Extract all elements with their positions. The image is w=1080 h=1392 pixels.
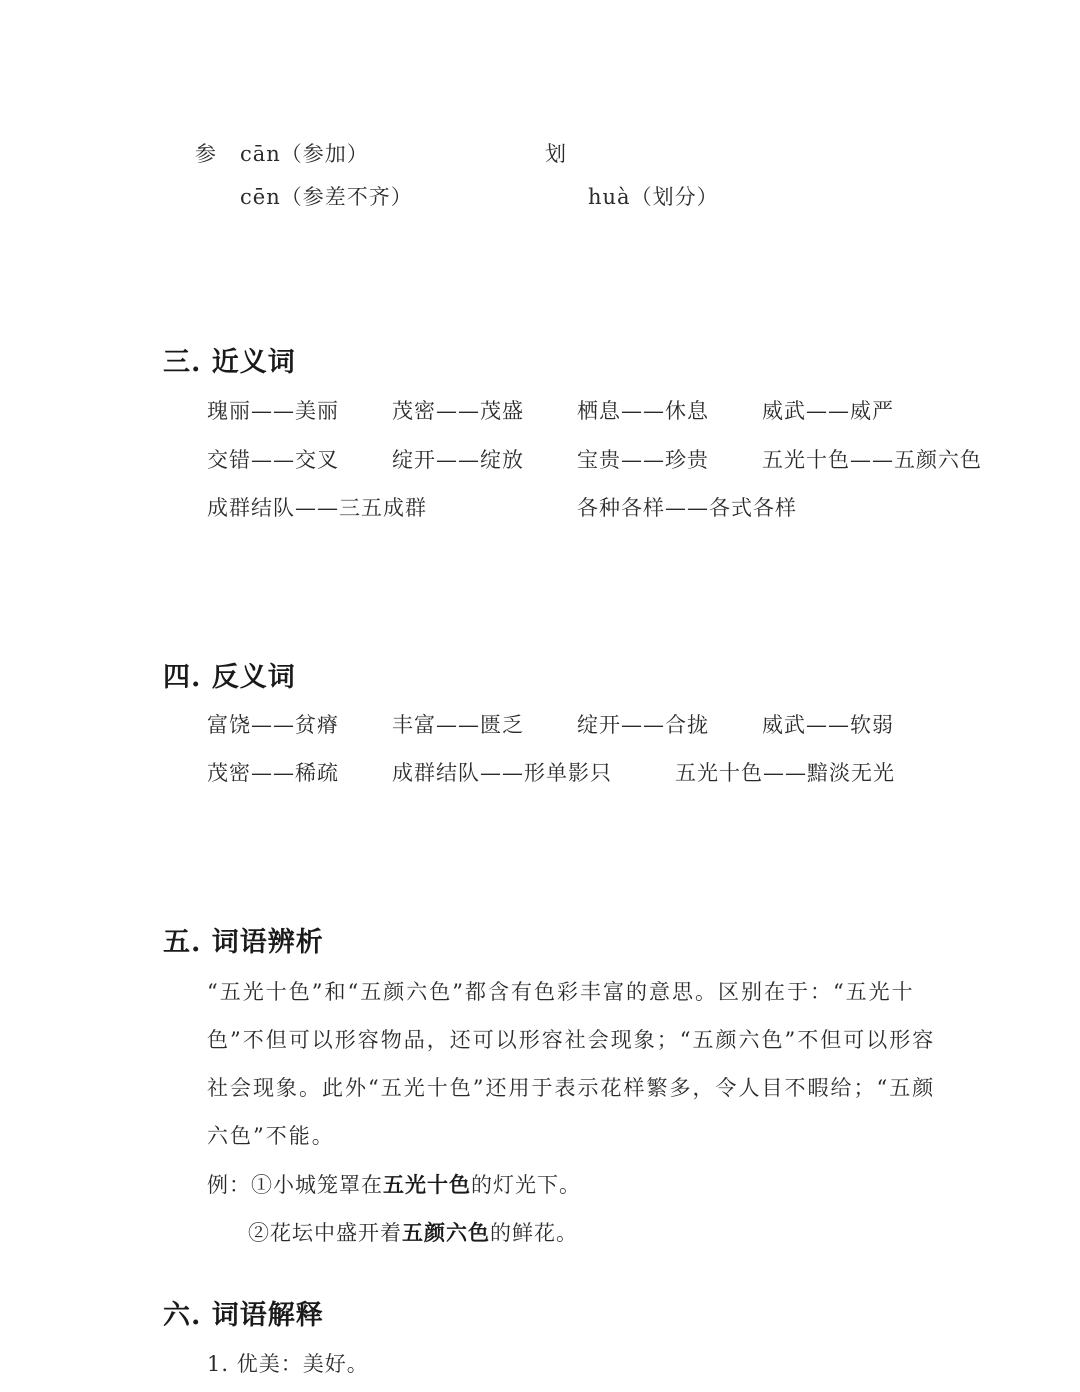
synonym-pair: 栖息——休息 [577, 399, 709, 423]
example-2-prefix: ②花坛中盛开着 [248, 1221, 402, 1245]
antonym-pair: 茂密——稀疏 [207, 761, 339, 785]
paragraph-line: 色”不但可以形容物品，还可以形容社会现象；“五颜六色”不但可以形容 [207, 1028, 936, 1052]
char-hua: 划 [545, 142, 567, 166]
example-2 [248, 1217, 578, 1247]
explanation-item: 1. 优美：美好。 [207, 1352, 369, 1376]
section-title-discrimination: 五. 词语辨析 [163, 927, 324, 958]
section-title-synonyms: 三. 近义词 [163, 347, 296, 378]
synonym-pair: 成群结队——三五成群 [207, 496, 427, 520]
char-can: 参 [195, 142, 217, 166]
example-1-suffix: 的灯光下。 [471, 1173, 581, 1197]
synonym-pair: 瑰丽——美丽 [207, 399, 339, 423]
example-2-keyword: 五颜六色 [402, 1220, 490, 1245]
example-1 [207, 1169, 581, 1199]
pinyin-hua-1: huà（划分） [588, 185, 719, 209]
section-title-antonyms: 四. 反义词 [163, 662, 296, 693]
synonym-pair: 绽开——绽放 [392, 448, 524, 472]
section-title-explanation: 六. 词语解释 [163, 1300, 324, 1331]
synonym-pair: 茂密——茂盛 [392, 399, 524, 423]
synonym-pair: 威武——威严 [762, 399, 894, 423]
pinyin-can-2: cēn（参差不齐） [240, 185, 413, 209]
pinyin-can-1: cān（参加） [240, 142, 369, 166]
synonym-pair: 宝贵——珍贵 [577, 448, 709, 472]
antonym-pair: 丰富——匮乏 [392, 713, 524, 737]
antonym-pair: 威武——软弱 [762, 713, 894, 737]
paragraph-line: 六色”不能。 [207, 1124, 335, 1148]
antonym-pair: 成群结队——形单影只 [392, 761, 612, 785]
synonym-pair: 各种各样——各式各样 [577, 496, 797, 520]
synonym-pair: 交错——交叉 [207, 448, 339, 472]
antonym-pair: 绽开——合拢 [577, 713, 709, 737]
antonym-pair: 富饶——贫瘠 [207, 713, 339, 737]
synonym-pair: 五光十色——五颜六色 [762, 448, 982, 472]
example-1-prefix: 例：①小城笼罩在 [207, 1173, 383, 1197]
antonym-pair: 五光十色——黯淡无光 [675, 761, 895, 785]
paragraph-line: 社会现象。此外“五光十色”还用于表示花样繁多，令人目不暇给；“五颜 [207, 1076, 936, 1100]
paragraph-line: “五光十色”和“五颜六色”都含有色彩丰富的意思。区别在于：“五光十 [207, 980, 915, 1004]
example-1-keyword: 五光十色 [383, 1172, 471, 1197]
example-2-suffix: 的鲜花。 [490, 1221, 578, 1245]
